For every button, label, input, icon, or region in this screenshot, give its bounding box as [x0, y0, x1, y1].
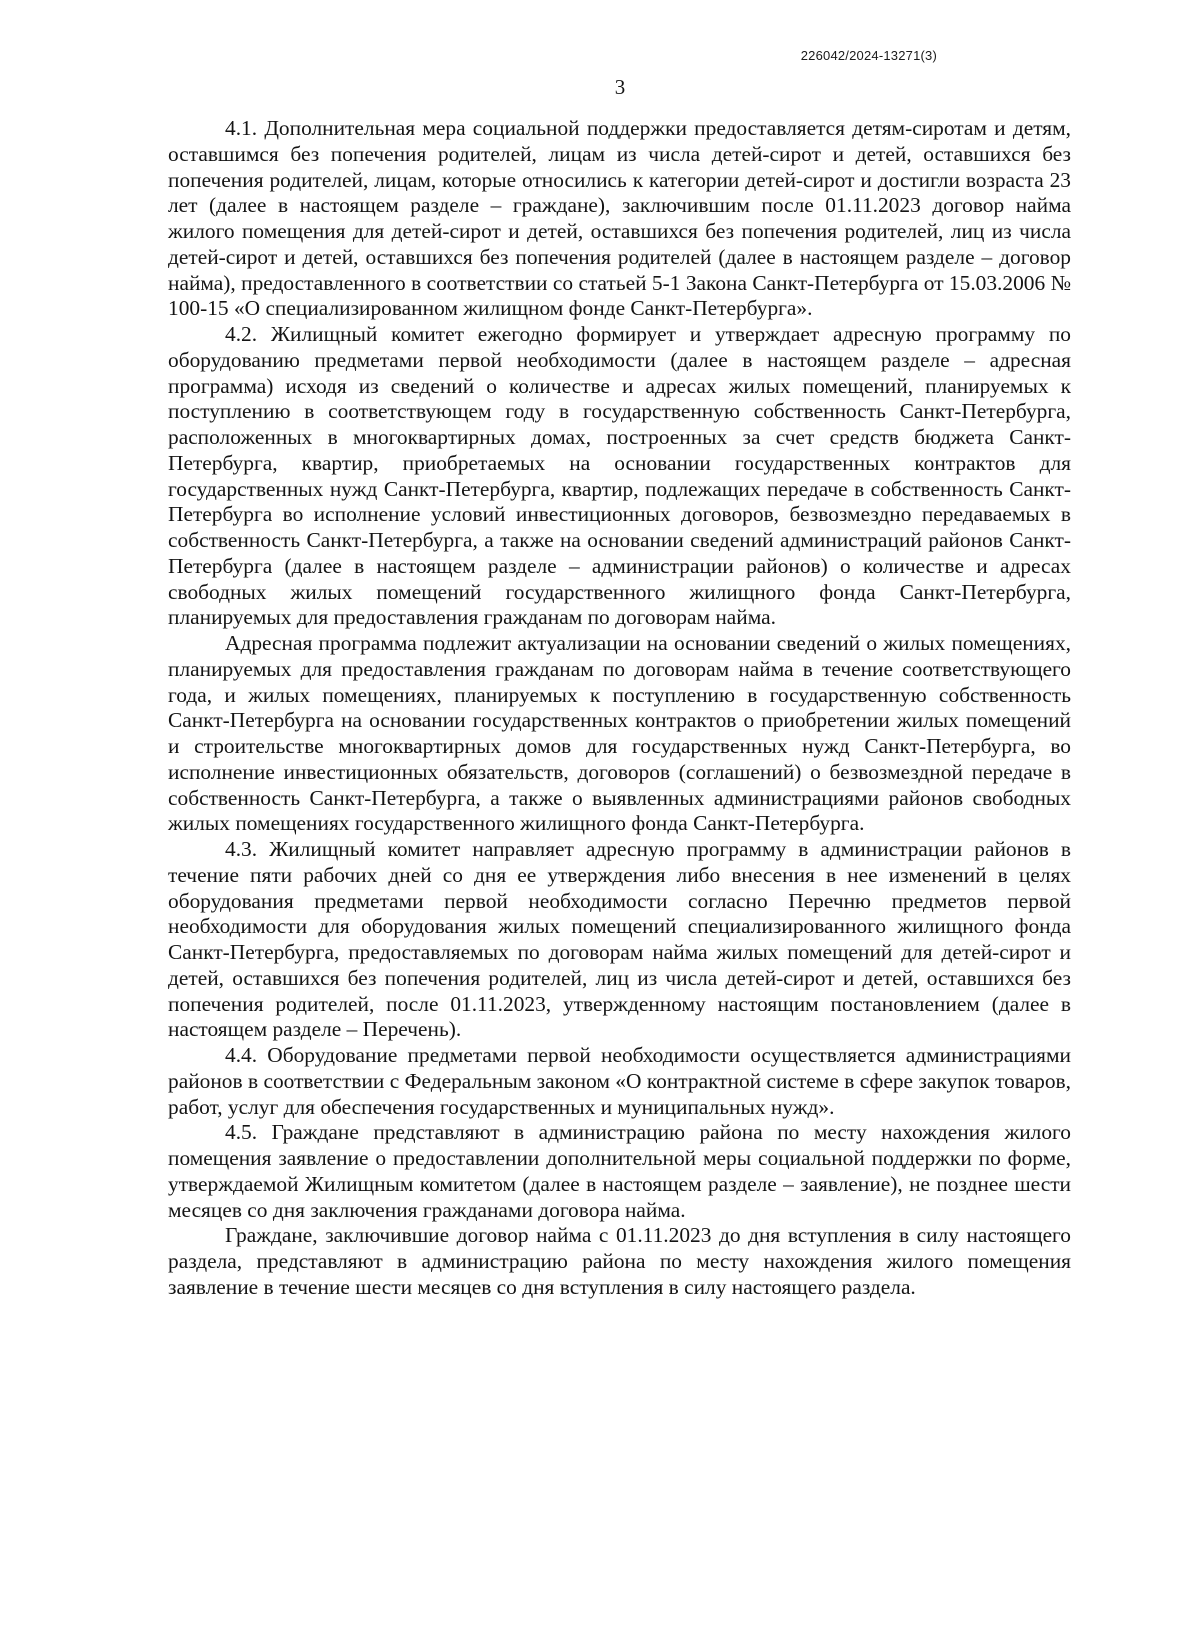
paragraph-transitional-provision: Граждане, заключившие договор найма с 01.11.2023 до дня вступления в силу настоящего раздела, представляют в администрацию района по месту нахождения жилого помещения заявление в течение шести месяцев со дня вступления в силу настоящего раздела. — [168, 1223, 1071, 1299]
paragraph-4-1: 4.1. Дополнительная мера социальной поддержки предоставляется детям-сиротам и детям, оставшимся без попечения родителей, лицам из числа детей-сирот и детей, оставшихся без попечения родителей, лицам, которые относились к категории детей-сирот и достигли возраста 23 лет (далее в настоящем разделе – граждане), заключившим после 01.11.2023 договор найма жилого помещения для детей-сирот и детей, оставшихся без попечения родителей, лиц из числа детей-сирот и детей, оставшихся без попечения родителей (далее в настоящем разделе – договор найма), предоставленного в соответствии со статьей 5-1 Закона Санкт-Петербурга от 15.03.2006 № 100-15 «О специализированном жилищном фонде Санкт-Петербурга». — [168, 116, 1071, 321]
paragraph-4-3: 4.3. Жилищный комитет направляет адресную программу в администрации районов в течение пяти рабочих дней со дня ее утверждения либо внесения в нее изменений в целях оборудования предметами первой необходимости согласно Перечню предметов первой необходимости для оборудования жилых помещений специализированного жилищного фонда Санкт-Петербурга, предоставляемых по договорам найма жилых помещений для детей-сирот и детей, оставшихся без попечения родителей, лиц из числа детей-сирот и детей, оставшихся без попечения родителей, после 01.11.2023, утвержденному настоящим постановлением (далее в настоящем разделе – Перечень). — [168, 837, 1071, 1042]
paragraph-4-4: 4.4. Оборудование предметами первой необходимости осуществляется администрациями районов в соответствии с Федеральным законом «О контрактной системе в сфере закупок товаров, работ, услуг для обеспечения государственных и муниципальных нужд». — [168, 1043, 1071, 1119]
document-body — [168, 116, 1071, 1301]
document-registration-number: 226042/2024-13271(3) — [800, 48, 937, 63]
page-number: 3 — [614, 75, 626, 99]
paragraph-4-2: 4.2. Жилищный комитет ежегодно формирует и утверждает адресную программу по оборудованию предметами первой необходимости (далее в настоящем разделе – адресная программа) исходя из сведений о количестве и адресах жилых помещений, планируемых к поступлению в соответствующем году в государственную собственность Санкт-Петербурга, расположенных в многоквартирных домах, построенных за счет средств бюджета Санкт-Петербурга, квартир, приобретаемых на основании государственных контрактов для государственных нужд Санкт-Петербурга, квартир, подлежащих передаче в собственность Санкт-Петербурга во исполнение условий инвестиционных договоров, безвозмездно передаваемых в собственность Санкт-Петербурга, а также на основании сведений администраций районов Санкт-Петербурга (далее в настоящем разделе – администрации районов) о количестве и адресах свободных жилых помещений государственного жилищного фонда Санкт-Петербурга, планируемых для предоставления гражданам по договорам найма. — [168, 322, 1071, 630]
paragraph-address-program-update: Адресная программа подлежит актуализации на основании сведений о жилых помещениях, планируемых для предоставления гражданам по договорам найма в течение соответствующего года, и жилых помещениях, планируемых к поступлению в государственную собственность Санкт-Петербурга на основании государственных контрактов о приобретении жилых помещений и строительстве многоквартирных домов для государственных нужд Санкт-Петербурга, во исполнение инвестиционных обязательств, договоров (соглашений) о безвозмездной передаче в собственность Санкт-Петербурга, а также о выявленных администрациями районов свободных жилых помещениях государственного жилищного фонда Санкт-Петербурга. — [168, 631, 1071, 836]
paragraph-4-5: 4.5. Граждане представляют в администрацию района по месту нахождения жилого помещения заявление о предоставлении дополнительной меры социальной поддержки по форме, утверждаемой Жилищным комитетом (далее в настоящем разделе – заявление), не позднее шести месяцев со дня заключения гражданами договора найма. — [168, 1120, 1071, 1222]
